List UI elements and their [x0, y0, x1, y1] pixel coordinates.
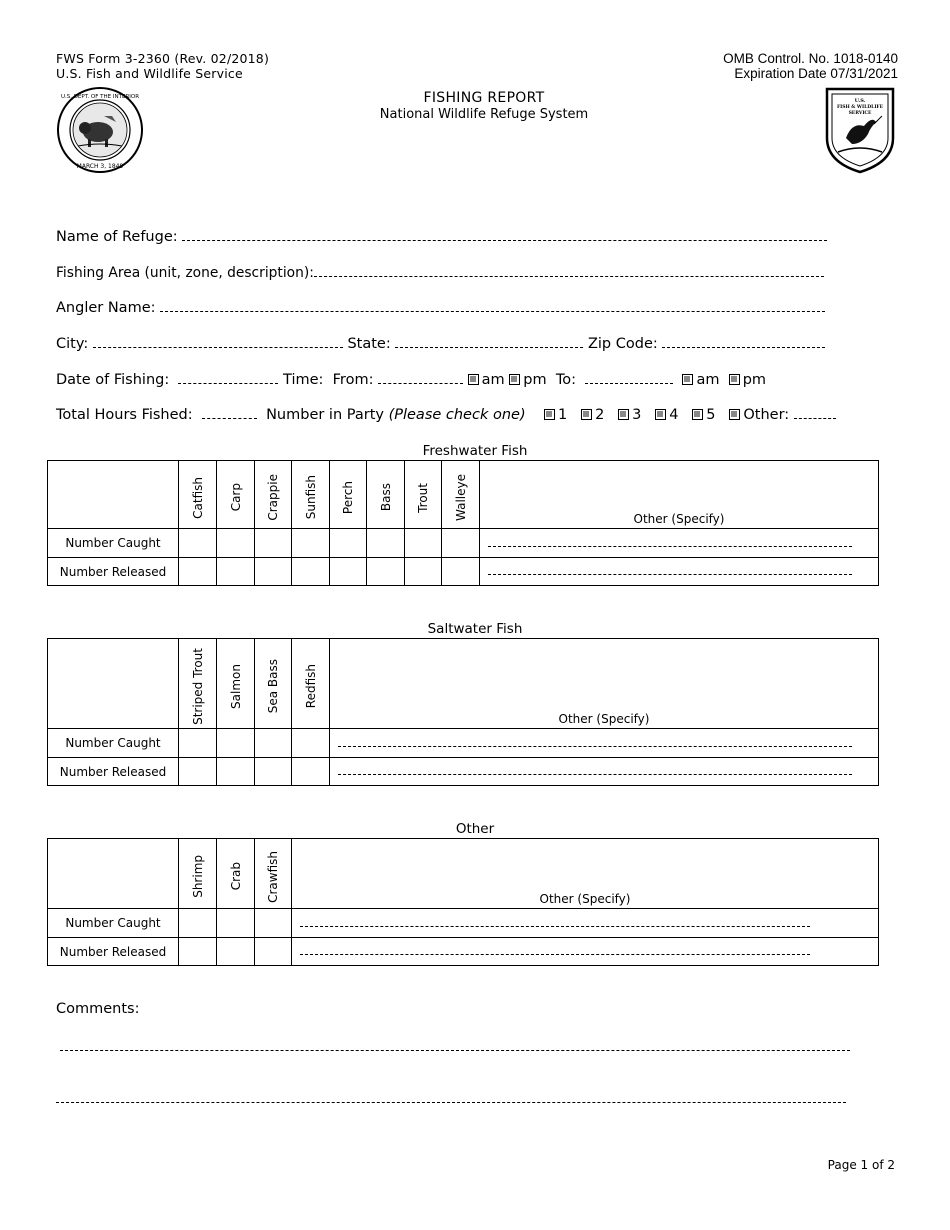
party-5-checkbox[interactable]	[692, 409, 703, 420]
count-cell[interactable]	[179, 758, 217, 786]
party-2-checkbox[interactable]	[581, 409, 592, 420]
other-specify-header: Other (Specify)	[292, 839, 879, 909]
date-input[interactable]	[178, 372, 278, 384]
count-cell[interactable]	[179, 729, 217, 758]
other-specify-input[interactable]	[480, 529, 879, 558]
count-cell[interactable]	[405, 529, 442, 558]
form-number: FWS Form 3-2360 (Rev. 02/2018)	[56, 51, 270, 66]
refuge-input[interactable]	[182, 229, 827, 241]
from-time-input[interactable]	[378, 372, 463, 384]
count-cell[interactable]	[292, 529, 330, 558]
party-4-checkbox[interactable]	[655, 409, 666, 420]
angler-input[interactable]	[160, 300, 825, 312]
address-row: City: State: Zip Code:	[56, 336, 825, 352]
to-pm-checkbox[interactable]	[729, 374, 740, 385]
other-title: Other	[455, 821, 495, 837]
other-table	[47, 838, 879, 966]
fws-shield-logo	[824, 86, 896, 174]
count-cell[interactable]	[255, 758, 292, 786]
to-am-checkbox[interactable]	[682, 374, 693, 385]
row-label-released: Number Released	[48, 938, 179, 966]
species-header: Crawfish	[266, 850, 280, 903]
other-specify-input[interactable]	[292, 909, 879, 938]
party-3-checkbox[interactable]	[618, 409, 629, 420]
count-cell[interactable]	[442, 529, 480, 558]
zip-input[interactable]	[662, 336, 825, 348]
page-number: Page 1 of 2	[827, 1158, 895, 1172]
row-label-caught: Number Caught	[48, 909, 179, 938]
party-other-checkbox[interactable]	[729, 409, 740, 420]
svg-text:SERVICE: SERVICE	[848, 111, 872, 116]
count-cell[interactable]	[255, 909, 292, 938]
count-cell[interactable]	[255, 729, 292, 758]
count-cell[interactable]	[217, 529, 255, 558]
party-other-input[interactable]	[794, 407, 836, 419]
count-cell[interactable]	[255, 938, 292, 966]
species-header: Crab	[228, 862, 243, 891]
from-pm-checkbox[interactable]	[509, 374, 520, 385]
row-label-released: Number Released	[48, 758, 179, 786]
party-1-checkbox[interactable]	[544, 409, 555, 420]
refuge-field: Name of Refuge:	[56, 229, 827, 245]
species-header: Catfish	[190, 476, 205, 519]
count-cell[interactable]	[255, 558, 292, 586]
row-label-caught: Number Caught	[48, 529, 179, 558]
freshwater-table	[47, 460, 879, 586]
other-specify-input[interactable]	[330, 758, 879, 786]
species-header: Bass	[378, 483, 393, 512]
freshwater-title: Freshwater Fish	[422, 443, 528, 459]
count-cell[interactable]	[217, 909, 255, 938]
species-header: Trout	[416, 482, 430, 513]
comments-label: Comments:	[56, 1001, 140, 1017]
species-header: Crappie	[266, 474, 280, 521]
count-cell[interactable]	[292, 558, 330, 586]
expiration-date: Expiration Date 07/31/2021	[734, 66, 898, 81]
omb-control: OMB Control. No. 1018-0140	[723, 51, 898, 66]
svg-text:U.S.: U.S.	[854, 98, 866, 104]
species-header: Walleye	[453, 474, 468, 521]
other-specify-header: Other (Specify)	[330, 639, 879, 729]
comments-line-1[interactable]	[60, 1050, 850, 1051]
species-header: Salmon	[228, 664, 243, 709]
row-label-caught: Number Caught	[48, 729, 179, 758]
count-cell[interactable]	[367, 529, 405, 558]
area-input[interactable]	[314, 265, 824, 277]
svg-text:U.S. DEPT. OF THE INTERIOR: U.S. DEPT. OF THE INTERIOR	[60, 94, 140, 100]
species-header: Shrimp	[190, 855, 205, 898]
count-cell[interactable]	[330, 529, 367, 558]
other-specify-input[interactable]	[480, 558, 879, 586]
area-field: Fishing Area (unit, zone, description):	[56, 265, 824, 281]
hours-party-row: Total Hours Fished: Number in Party (Please check one) 1 2 3 4 5 Other:	[56, 407, 836, 423]
count-cell[interactable]	[292, 729, 330, 758]
page-subtitle: National Wildlife Refuge System	[379, 107, 589, 122]
species-header: Redfish	[303, 664, 318, 709]
count-cell[interactable]	[217, 938, 255, 966]
count-cell[interactable]	[292, 758, 330, 786]
species-header: Sunfish	[303, 475, 318, 520]
row-label-released: Number Released	[48, 558, 179, 586]
other-corner	[48, 839, 179, 909]
agency-name: U.S. Fish and Wildlife Service	[56, 66, 243, 81]
interior-seal-logo	[56, 86, 144, 174]
saltwater-table	[47, 638, 879, 786]
count-cell[interactable]	[217, 729, 255, 758]
species-header: Perch	[341, 480, 355, 515]
count-cell[interactable]	[217, 758, 255, 786]
city-input[interactable]	[93, 336, 343, 348]
freshwater-corner	[48, 461, 179, 529]
svg-text:MARCH 3, 1849: MARCH 3, 1849	[76, 163, 124, 170]
count-cell[interactable]	[179, 529, 217, 558]
species-header: Striped Trout	[190, 648, 205, 725]
hours-input[interactable]	[202, 407, 257, 419]
svg-text:FISH & WILDLIFE: FISH & WILDLIFE	[836, 105, 884, 110]
other-specify-input[interactable]	[330, 729, 879, 758]
angler-field: Angler Name:	[56, 300, 825, 316]
count-cell[interactable]	[330, 558, 367, 586]
count-cell[interactable]	[217, 558, 255, 586]
other-specify-input[interactable]	[292, 938, 879, 966]
count-cell[interactable]	[442, 558, 480, 586]
count-cell[interactable]	[255, 529, 292, 558]
state-input[interactable]	[395, 336, 583, 348]
species-header: Sea Bass	[266, 659, 280, 714]
page-title: FISHING REPORT	[423, 90, 545, 106]
date-time-row: Date of Fishing: Time: From: am pm To: am pm	[56, 372, 767, 388]
saltwater-title: Saltwater Fish	[427, 621, 523, 637]
other-specify-header: Other (Specify)	[480, 461, 879, 529]
count-cell[interactable]	[405, 558, 442, 586]
count-cell[interactable]	[179, 558, 217, 586]
from-am-checkbox[interactable]	[468, 374, 479, 385]
saltwater-corner	[48, 639, 179, 729]
count-cell[interactable]	[367, 558, 405, 586]
to-time-input[interactable]	[585, 372, 673, 384]
comments-line-2[interactable]	[56, 1102, 846, 1103]
count-cell[interactable]	[179, 909, 217, 938]
count-cell[interactable]	[179, 938, 217, 966]
species-header: Carp	[228, 483, 243, 512]
